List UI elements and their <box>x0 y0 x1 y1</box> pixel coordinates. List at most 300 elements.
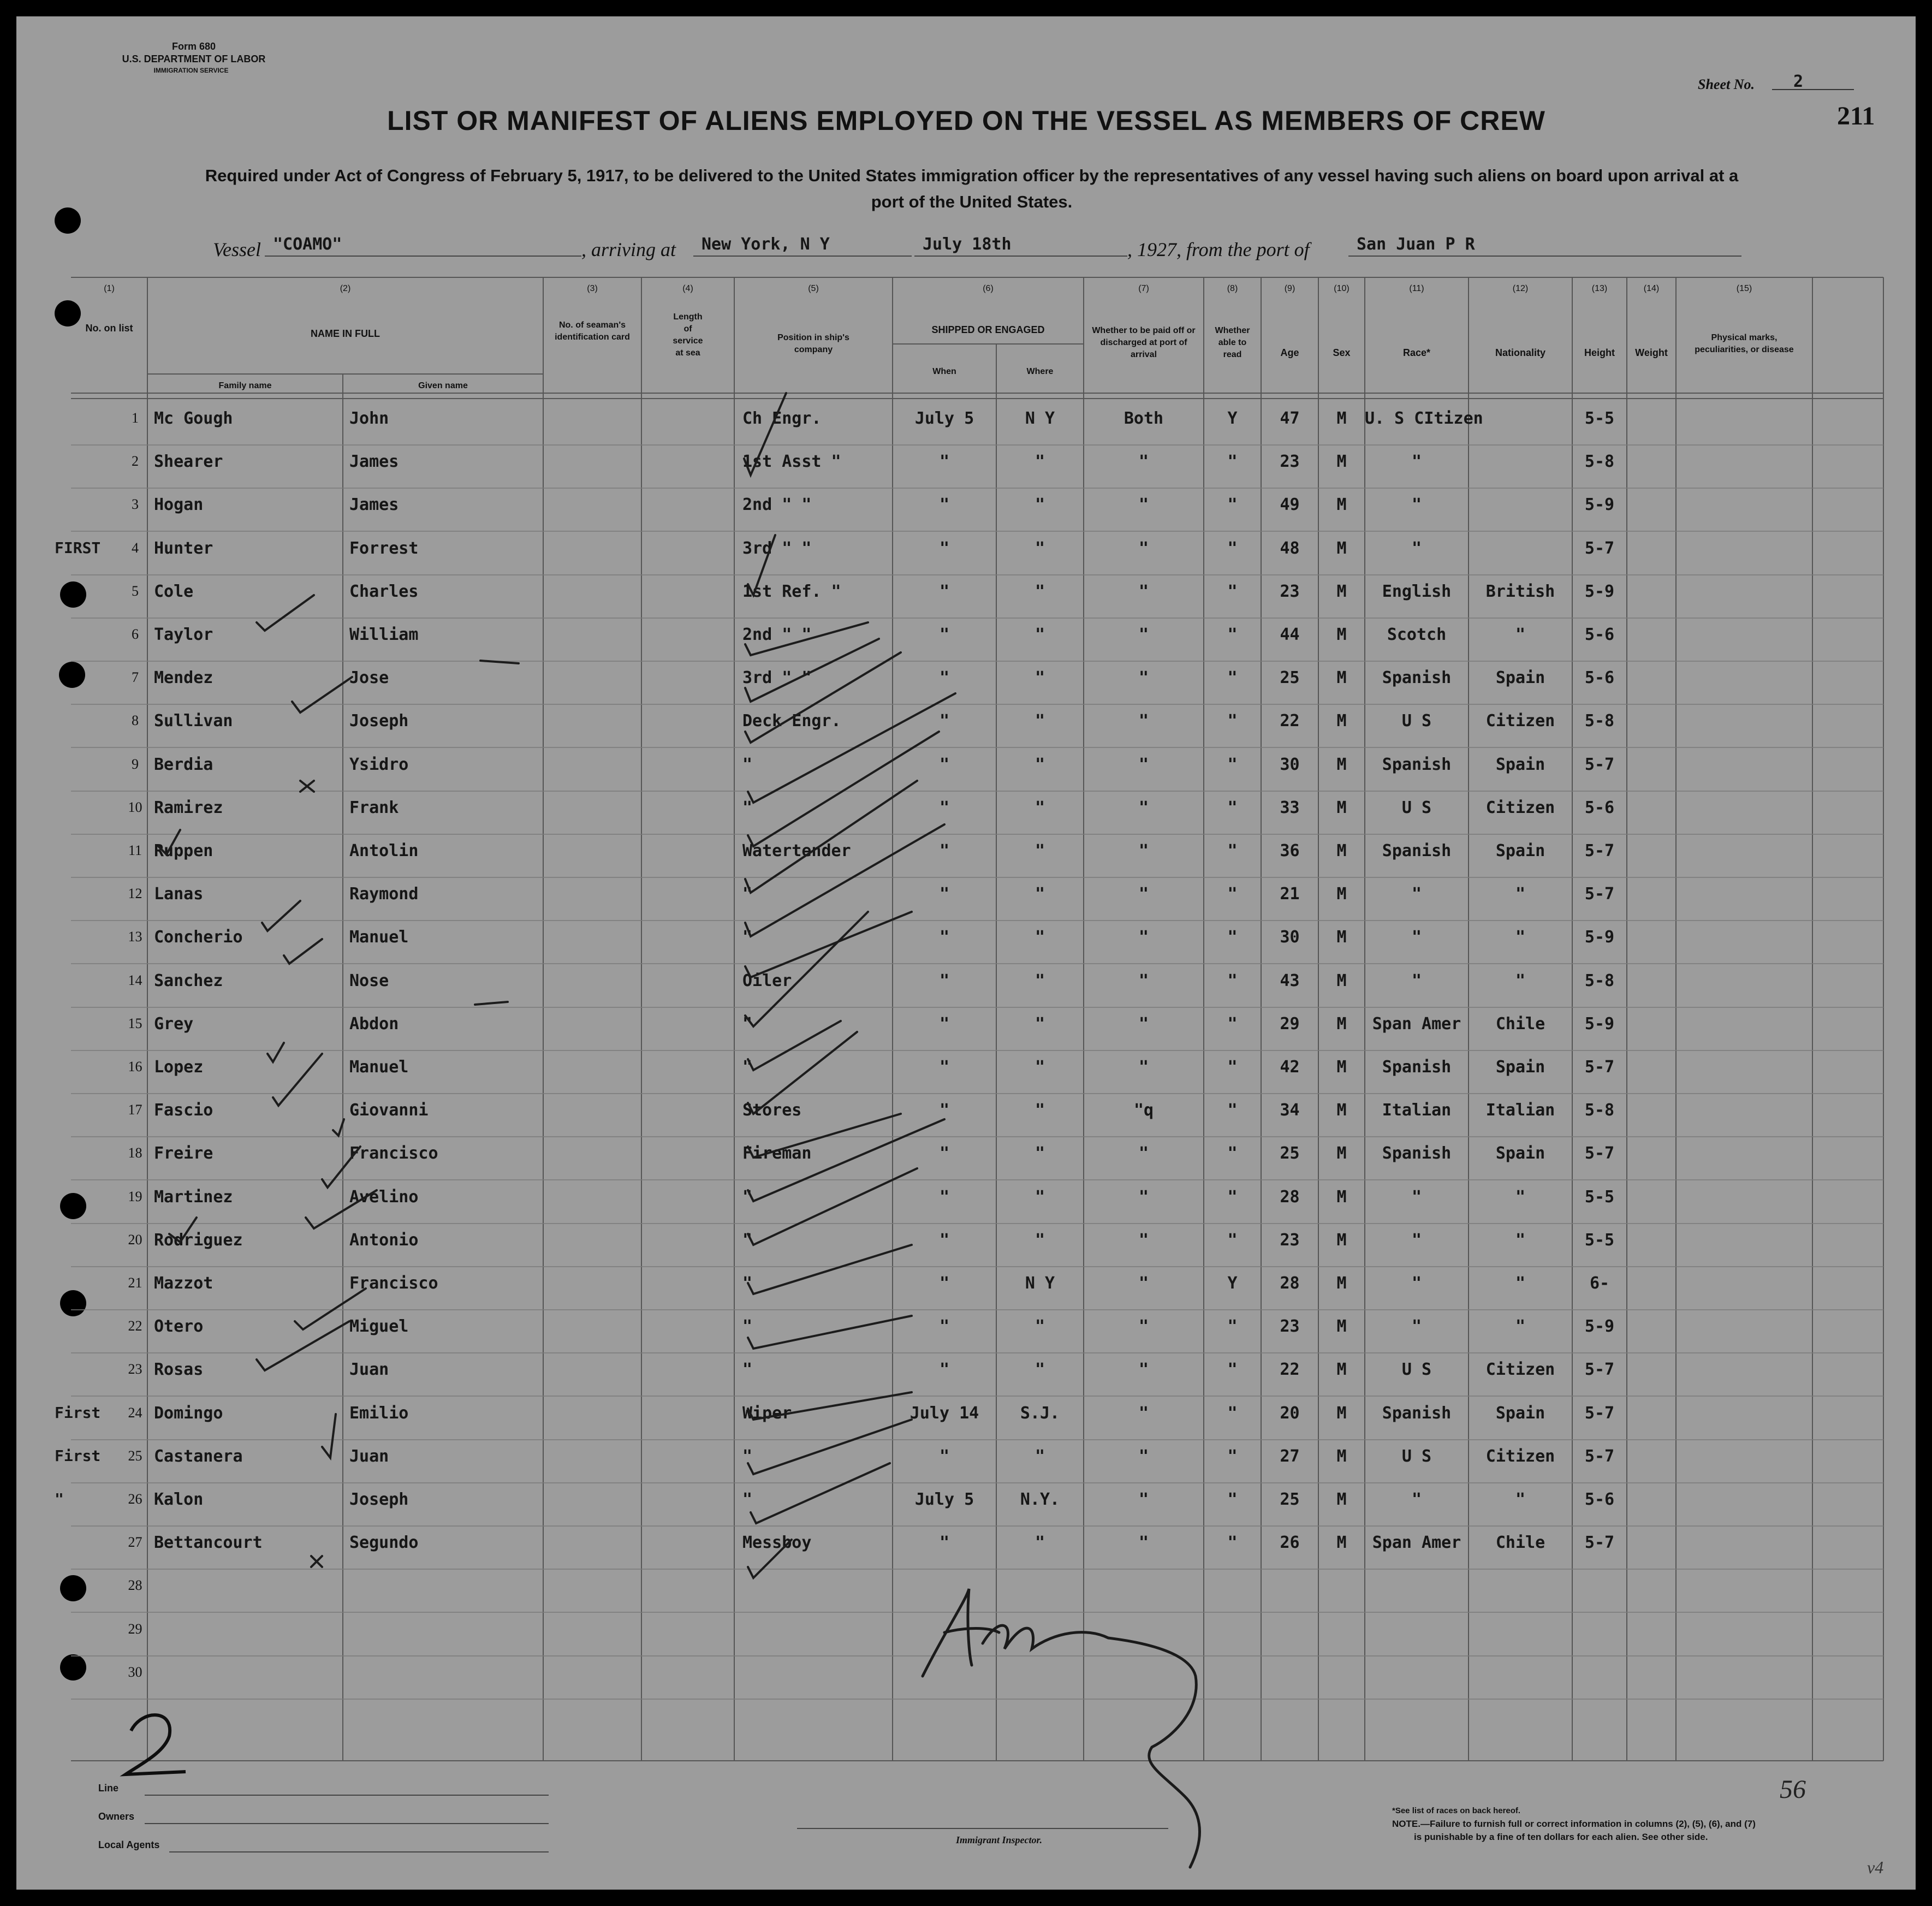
cell-age: 30 <box>1280 928 1300 947</box>
cell-where: " <box>1035 928 1045 947</box>
cell-read: " <box>1227 625 1238 644</box>
owners-label: Owners <box>98 1811 135 1822</box>
service-name: IMMIGRATION SERVICE <box>153 67 229 74</box>
cell-paid: " <box>1138 1317 1149 1337</box>
cell-race: English <box>1382 581 1452 601</box>
cell-height: 5-8 <box>1584 452 1615 472</box>
cell-sex: M <box>1336 971 1347 990</box>
cell-age: 21 <box>1280 884 1300 904</box>
cell-family: Kalon <box>154 1490 204 1509</box>
cell-height: 5-7 <box>1584 1058 1615 1077</box>
cell-read: " <box>1227 1490 1238 1509</box>
cell-age: 27 <box>1280 1446 1300 1466</box>
year-label: , 1927, from the port of <box>1127 239 1310 260</box>
cell-given: James <box>349 452 399 472</box>
cell-where: " <box>1035 581 1045 601</box>
cell-nationality: " <box>1515 625 1526 644</box>
row-number: 10 <box>128 799 142 815</box>
cell-height: 5-8 <box>1584 971 1615 990</box>
cell-height: 5-8 <box>1584 711 1615 731</box>
cell-race: Scotch <box>1387 625 1447 644</box>
cell-paid: " <box>1138 668 1149 688</box>
cell-read: " <box>1227 971 1238 990</box>
cell-race: " <box>1411 1490 1422 1509</box>
cell-given: Nose <box>349 971 389 990</box>
cell-when: July 5 <box>914 409 974 428</box>
footnote-line-1: NOTE.—Failure to furnish full or correct information in columns (2), (5), (6), and (7) <box>1392 1819 1756 1829</box>
pencil-check-marks <box>16 16 1916 1890</box>
cell-given: Francisco <box>349 1274 438 1293</box>
cell-nationality: Citizen <box>1485 711 1555 731</box>
cell-where: " <box>1035 1446 1045 1466</box>
cell-when: " <box>939 971 950 990</box>
col1-number: (1) <box>104 284 115 293</box>
cell-paid: " <box>1138 884 1149 904</box>
cell-age: 36 <box>1280 841 1300 860</box>
cell-position: Oiler <box>742 971 792 990</box>
cell-paid: " <box>1138 798 1149 817</box>
cell-height: 5-7 <box>1584 1533 1615 1553</box>
col5-header: Position in ship's company <box>777 333 849 354</box>
cell-where: " <box>1035 1360 1045 1380</box>
cell-where: " <box>1035 1230 1045 1250</box>
row-margin-note: " <box>55 1490 64 1508</box>
footnote-races: *See list of races on back hereof. <box>1392 1806 1521 1815</box>
vessel-label: Vessel <box>213 239 261 260</box>
cell-read: " <box>1227 755 1238 774</box>
cell-given: Francisco <box>349 1144 438 1163</box>
col6-where-header: Where <box>1026 367 1054 376</box>
cell-given: Forrest <box>349 538 419 558</box>
col4-number: (4) <box>682 284 693 293</box>
cell-sex: M <box>1336 841 1347 860</box>
cell-paid: " <box>1138 971 1149 990</box>
cell-sex: M <box>1336 884 1347 904</box>
cell-given: William <box>349 625 419 644</box>
cell-age: 34 <box>1280 1101 1300 1120</box>
row-number: 5 <box>132 583 139 599</box>
col13-number: (13) <box>1591 284 1608 293</box>
cell-race: Spanish <box>1382 1144 1452 1163</box>
cell-paid: "q <box>1133 1101 1154 1120</box>
cell-race: U S <box>1401 1446 1432 1466</box>
cell-nationality: " <box>1515 884 1526 904</box>
cell-position: " <box>742 928 753 947</box>
cell-age: 47 <box>1280 409 1300 428</box>
cell-height: 5-7 <box>1584 1360 1615 1380</box>
cell-nationality: Spain <box>1495 1058 1545 1077</box>
row-margin-note: First <box>55 1446 101 1465</box>
cell-when: " <box>939 711 950 731</box>
cell-age: 29 <box>1280 1014 1300 1034</box>
cell-paid: " <box>1138 928 1149 947</box>
cell-race: " <box>1411 928 1422 947</box>
cell-given: Juan <box>349 1446 389 1466</box>
cell-race: U S <box>1401 711 1432 731</box>
cell-family: Grey <box>154 1014 194 1034</box>
page-number: 211 <box>1837 102 1875 130</box>
footnote <box>1392 1804 1883 1844</box>
col15-number: (15) <box>1736 284 1752 293</box>
form-number: Form 680 <box>171 41 216 52</box>
cell-given: John <box>349 409 389 428</box>
cell-height: 5-5 <box>1584 409 1615 428</box>
cell-height: 5-9 <box>1584 1317 1615 1337</box>
requirement-line-1: Required under Act of Congress of February 5, 1917, to be delivered to the United States immigration officer by the representatives of any vessel having such aliens on board upon arrival at a <box>205 166 1739 185</box>
cell-age: 20 <box>1280 1403 1300 1423</box>
cell-sex: M <box>1336 625 1347 644</box>
cell-given: Joseph <box>349 711 409 731</box>
cell-sex: M <box>1336 1360 1347 1380</box>
manifest-title: LIST OR MANIFEST OF ALIENS EMPLOYED ON THE VESSEL AS MEMBERS OF CREW <box>387 105 1545 136</box>
row-number: 27 <box>128 1534 142 1551</box>
sheet-label: Sheet No. <box>1698 76 1755 92</box>
cell-age: 23 <box>1280 581 1300 601</box>
cell-paid: " <box>1138 1058 1149 1077</box>
cell-position: Ch Engr. <box>742 409 822 428</box>
cell-position: Watertender <box>742 841 851 860</box>
corner-mark: v4 <box>1867 1857 1884 1877</box>
cell-height: 5-8 <box>1584 1101 1615 1120</box>
cell-when: " <box>939 1533 950 1553</box>
cell-family: Domingo <box>154 1403 223 1423</box>
cell-height: 5-7 <box>1584 884 1615 904</box>
cell-read: " <box>1227 1058 1238 1077</box>
cell-height: 5-7 <box>1584 755 1615 774</box>
cell-where: " <box>1035 668 1045 688</box>
cell-where: " <box>1035 841 1045 860</box>
cell-position: 3rd " " <box>742 538 812 558</box>
cell-race: Spanish <box>1382 755 1452 774</box>
cell-position: Stores <box>742 1101 802 1120</box>
row-number: 30 <box>128 1664 142 1680</box>
col7-number: (7) <box>1138 284 1149 293</box>
cell-where: " <box>1035 1101 1045 1120</box>
cell-read: " <box>1227 884 1238 904</box>
cell-paid: " <box>1138 755 1149 774</box>
cell-read: " <box>1227 668 1238 688</box>
cell-sex: M <box>1336 1274 1347 1293</box>
cell-position: " <box>742 1014 753 1034</box>
cell-age: 44 <box>1280 625 1300 644</box>
cell-position: Deck Engr. <box>742 711 841 731</box>
row-margin-note: First <box>55 1403 101 1422</box>
cell-age: 26 <box>1280 1533 1300 1553</box>
cell-when: " <box>939 928 950 947</box>
cell-when: " <box>939 1446 950 1466</box>
cell-age: 22 <box>1280 1360 1300 1380</box>
cell-race: " <box>1411 1317 1422 1337</box>
cell-nationality: " <box>1515 1274 1526 1293</box>
col11-number: (11) <box>1409 284 1424 293</box>
cell-nationality: Spain <box>1495 1403 1545 1423</box>
cell-family: Sullivan <box>154 711 233 731</box>
cell-paid: " <box>1138 452 1149 472</box>
cell-given: Jose <box>349 668 389 688</box>
cell-position: " <box>742 1274 753 1293</box>
col12-number: (12) <box>1512 284 1529 293</box>
cell-when: " <box>939 841 950 860</box>
cell-read: " <box>1227 1360 1238 1380</box>
cell-read: " <box>1227 1187 1238 1207</box>
cell-family: Bettancourt <box>154 1533 263 1553</box>
cell-height: 5-7 <box>1584 1144 1615 1163</box>
cell-position: Wiper <box>742 1403 792 1423</box>
cell-position: " <box>742 884 753 904</box>
manifest-sheet <box>16 16 1916 1890</box>
cell-age: 23 <box>1280 1317 1300 1337</box>
row-number: 13 <box>128 929 142 945</box>
cell-nationality: " <box>1515 1490 1526 1509</box>
cell-age: 30 <box>1280 755 1300 774</box>
cell-race: Span Amer <box>1372 1533 1461 1553</box>
cell-family: Otero <box>154 1317 204 1337</box>
cell-sex: M <box>1336 1533 1347 1553</box>
cell-where: " <box>1035 884 1045 904</box>
cell-nationality: Chile <box>1495 1533 1545 1553</box>
cell-height: 5-6 <box>1584 798 1615 817</box>
cell-when: " <box>939 1101 950 1120</box>
cell-position: " <box>742 1230 753 1250</box>
cell-read: " <box>1227 841 1238 860</box>
cell-given: Segundo <box>349 1533 419 1553</box>
cell-read: " <box>1227 1317 1238 1337</box>
row-number: 26 <box>128 1491 142 1507</box>
cell-position: Messboy <box>742 1533 812 1553</box>
cell-when: " <box>939 755 950 774</box>
cell-race: U. S CItizen <box>1365 409 1483 428</box>
cell-height: 5-5 <box>1584 1230 1615 1250</box>
cell-position: 2nd " " <box>742 495 812 515</box>
cell-position: 2nd " " <box>742 625 812 644</box>
col8-header: Whether able to read <box>1215 326 1250 359</box>
cell-age: 33 <box>1280 798 1300 817</box>
cell-position: 3rd " " <box>742 668 812 688</box>
row-number: 24 <box>128 1404 142 1421</box>
cell-where: " <box>1035 711 1045 731</box>
cell-read: " <box>1227 1403 1238 1423</box>
cell-read: " <box>1227 1533 1238 1553</box>
col1-header: No. on list <box>85 323 133 334</box>
row-margin-note: FIRST <box>55 538 101 557</box>
cell-position: " <box>742 1490 753 1509</box>
col15-header: Physical marks, peculiarities, or disease <box>1695 333 1794 354</box>
cell-read: " <box>1227 798 1238 817</box>
cell-height: 5-7 <box>1584 538 1615 558</box>
cell-when: " <box>939 884 950 904</box>
cell-when: " <box>939 625 950 644</box>
cell-given: Raymond <box>349 884 419 904</box>
cell-age: 43 <box>1280 971 1300 990</box>
row-number: 2 <box>132 453 139 470</box>
cell-race: Italian <box>1382 1101 1452 1120</box>
cell-paid: " <box>1138 1533 1149 1553</box>
departure-port: San Juan P R <box>1357 235 1475 254</box>
cell-age: 49 <box>1280 495 1300 515</box>
row-number: 14 <box>128 972 142 988</box>
cell-paid: " <box>1138 841 1149 860</box>
cell-where: " <box>1035 1533 1045 1553</box>
cell-family: Concherio <box>154 928 243 947</box>
cell-sex: M <box>1336 1230 1347 1250</box>
cell-read: " <box>1227 1446 1238 1466</box>
cell-race: Spanish <box>1382 1403 1452 1423</box>
cell-position: " <box>742 755 753 774</box>
row-number: 8 <box>132 712 139 729</box>
cell-family: Mc Gough <box>154 409 233 428</box>
cell-read: " <box>1227 1230 1238 1250</box>
cell-when: " <box>939 1274 950 1293</box>
cell-race: U S <box>1401 1360 1432 1380</box>
cell-where: " <box>1035 1317 1045 1337</box>
col3-header: No. of seaman's identification card <box>555 320 630 342</box>
cell-family: Cole <box>154 581 194 601</box>
vessel-name: "COAMO" <box>273 235 342 254</box>
cell-position: " <box>742 1360 753 1380</box>
cell-nationality: Spain <box>1495 668 1545 688</box>
cell-paid: " <box>1138 495 1149 515</box>
cell-age: 22 <box>1280 711 1300 731</box>
line-label: Line <box>98 1783 119 1794</box>
cell-given: Antolin <box>349 841 419 860</box>
requirement-line-2: port of the United States. <box>871 192 1073 211</box>
cell-race: U S <box>1401 798 1432 817</box>
cell-given: Manuel <box>349 1058 409 1077</box>
cell-race: Spanish <box>1382 841 1452 860</box>
row-number: 16 <box>128 1059 142 1074</box>
cell-sex: M <box>1336 755 1347 774</box>
cell-read: " <box>1227 1101 1238 1120</box>
cell-read: " <box>1227 538 1238 558</box>
row-number: 7 <box>132 669 139 686</box>
cell-age: 25 <box>1280 668 1300 688</box>
row-number: 28 <box>128 1577 142 1594</box>
cell-family: Ruppen <box>154 841 213 860</box>
row-number: 3 <box>132 496 139 513</box>
cell-height: 5-6 <box>1584 625 1615 644</box>
cell-nationality: British <box>1485 581 1555 601</box>
cell-family: Freire <box>154 1144 213 1163</box>
cell-sex: M <box>1336 409 1347 428</box>
col3-number: (3) <box>587 284 598 293</box>
cell-when: " <box>939 1317 950 1337</box>
cell-when: " <box>939 1144 950 1163</box>
cell-where: " <box>1035 1058 1045 1077</box>
col14-header: Weight <box>1635 347 1668 358</box>
col10-header: Sex <box>1333 347 1351 358</box>
handwritten-sheet-number <box>126 1712 156 1781</box>
col8-number: (8) <box>1227 284 1238 293</box>
cell-where: " <box>1035 452 1045 472</box>
cell-when: " <box>939 1014 950 1034</box>
cell-paid: " <box>1138 1274 1149 1293</box>
arrival-date: July 18th <box>923 235 1012 254</box>
cell-paid: " <box>1138 1490 1149 1509</box>
cell-sex: M <box>1336 452 1347 472</box>
cell-read: " <box>1227 711 1238 731</box>
cell-sex: M <box>1336 711 1347 731</box>
cell-sex: M <box>1336 1144 1347 1163</box>
cell-given: Manuel <box>349 928 409 947</box>
cell-paid: " <box>1138 581 1149 601</box>
cell-family: Fascio <box>154 1101 213 1120</box>
cell-family: Martinez <box>154 1187 233 1207</box>
row-number: 9 <box>132 756 139 772</box>
cell-sex: M <box>1336 798 1347 817</box>
cell-paid: Both <box>1123 409 1164 428</box>
cell-family: Mendez <box>154 668 213 688</box>
cell-where: S.J. <box>1020 1403 1060 1423</box>
cell-sex: M <box>1336 1403 1347 1423</box>
cell-family: Lopez <box>154 1058 204 1077</box>
col10-number: (10) <box>1334 284 1350 293</box>
cell-paid: " <box>1138 1446 1149 1466</box>
col14-number: (14) <box>1643 284 1660 293</box>
cell-family: Lanas <box>154 884 204 904</box>
cell-position: Fireman <box>742 1144 812 1163</box>
cell-height: 5-9 <box>1584 1014 1615 1034</box>
col12-header: Nationality <box>1495 347 1545 358</box>
cell-position: " <box>742 1446 753 1466</box>
cell-nationality: Spain <box>1495 841 1545 860</box>
cell-race: " <box>1411 1230 1422 1250</box>
cell-where: " <box>1035 971 1045 990</box>
cell-height: 5-6 <box>1584 1490 1615 1509</box>
cell-when: July 5 <box>914 1490 974 1509</box>
cell-nationality: Citizen <box>1485 798 1555 817</box>
cell-paid: " <box>1138 538 1149 558</box>
cell-nationality: " <box>1515 1230 1526 1250</box>
cell-age: 23 <box>1280 452 1300 472</box>
cell-height: 5-6 <box>1584 668 1615 688</box>
agents-rule <box>169 1851 549 1852</box>
cell-given: Ysidro <box>349 755 409 774</box>
cell-race: Spanish <box>1382 668 1452 688</box>
cell-nationality: Citizen <box>1485 1446 1555 1466</box>
cell-age: 48 <box>1280 538 1300 558</box>
cell-read: " <box>1227 452 1238 472</box>
cell-race: Spanish <box>1382 1058 1452 1077</box>
row-number: 21 <box>128 1275 142 1291</box>
cell-position: " <box>742 1317 753 1337</box>
cell-when: " <box>939 668 950 688</box>
cell-sex: M <box>1336 1058 1347 1077</box>
row-number: 20 <box>128 1231 142 1248</box>
owners-rule <box>145 1823 549 1824</box>
arriving-port: New York, N Y <box>702 235 830 254</box>
cell-race: " <box>1411 538 1422 558</box>
cell-paid: " <box>1138 1014 1149 1034</box>
cell-nationality: Chile <box>1495 1014 1545 1034</box>
handwritten-count: 56 <box>1780 1775 1806 1804</box>
cell-height: 5-7 <box>1584 841 1615 860</box>
cell-race: " <box>1411 971 1422 990</box>
cell-where: " <box>1035 1144 1045 1163</box>
cell-where: " <box>1035 538 1045 558</box>
cell-age: 28 <box>1280 1187 1300 1207</box>
cell-sex: M <box>1336 495 1347 515</box>
cell-given: Antonio <box>349 1230 419 1250</box>
cell-read: Y <box>1227 409 1238 428</box>
cell-family: Rosas <box>154 1360 204 1380</box>
cell-nationality: " <box>1515 1317 1526 1337</box>
cell-race: " <box>1411 1187 1422 1207</box>
cell-where: N Y <box>1025 1274 1055 1293</box>
col6-number: (6) <box>983 284 994 293</box>
cell-nationality: Spain <box>1495 1144 1545 1163</box>
col2-given-header: Given name <box>418 381 468 390</box>
cell-race: " <box>1411 495 1422 515</box>
